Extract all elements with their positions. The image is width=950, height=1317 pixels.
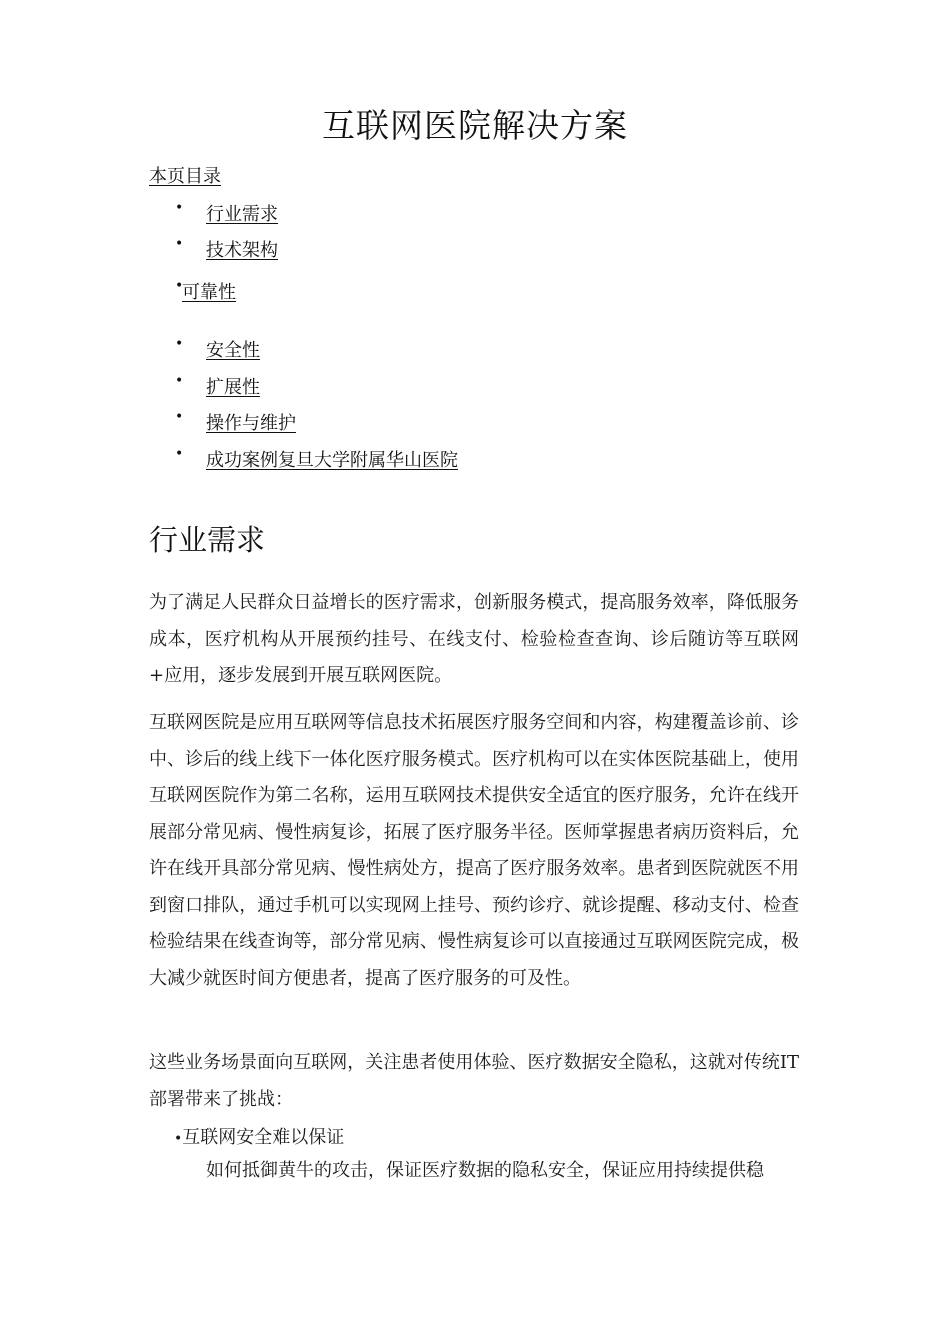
bullet-icon: • bbox=[175, 336, 184, 352]
toc-link[interactable]: 可靠性 bbox=[182, 282, 236, 303]
challenge-title: 互联网安全难以保证 bbox=[182, 1127, 345, 1148]
toc-item-case-study[interactable] bbox=[175, 446, 458, 472]
paragraph-challenges: 这些业务场景面向互联网，关注患者使用体验、医疗数据安全隐私，这就对传统IT部署带来了挑战： bbox=[149, 1052, 799, 1110]
bullet-icon: • bbox=[175, 200, 184, 216]
bullet-icon: • bbox=[175, 409, 184, 425]
bullet-icon: • bbox=[175, 373, 184, 389]
bullet-icon: • bbox=[175, 236, 184, 252]
toc-link[interactable]: 行业需求 bbox=[206, 204, 278, 225]
bullet-icon: • bbox=[175, 446, 184, 462]
toc-label[interactable]: 本页目录 bbox=[149, 166, 221, 187]
bullet-icon: • bbox=[174, 1131, 183, 1147]
toc-item-scalability[interactable] bbox=[175, 373, 260, 399]
paragraph-definition: 互联网医院是应用互联网等信息技术拓展医疗服务空间和内容，构建覆盖诊前、诊中、诊后的线上线下一体化医疗服务模式。医疗机构可以在实体医院基础上，使用互联网医院作为第二名称，运用互联网技术提供安全适宜的医疗服务，允许在线开展部分常见病、慢性病复诊，拓展了医疗服务半径。医师掌握患者病历资料后，允许在线开具部分常见病、慢性病处方，提高了医疗服务效率。患者到医院就医不用到窗口排队，通过手机可以实现网上挂号、预约诊疗、就诊提醒、移动支付、检查检验结果在线查询等，部分常见病、慢性病复诊可以直接通过互联网医院完成，极大减少就医时间方便患者，提髙了医疗服务的可及性。 bbox=[149, 712, 799, 989]
toc-link[interactable]: 操作与维护 bbox=[206, 413, 296, 434]
page-title: 互联网医院解决方案 bbox=[322, 106, 628, 145]
toc-item-operations[interactable] bbox=[175, 409, 296, 435]
toc-item-security[interactable] bbox=[175, 336, 260, 362]
toc-item-reliability[interactable] bbox=[175, 278, 236, 304]
challenge-text: 如何抵御黄牛的攻击，保证医疗数据的隐私安全，保证应用持续提供稳 bbox=[206, 1160, 764, 1181]
bullet-icon: • bbox=[175, 278, 184, 294]
toc-item-architecture[interactable] bbox=[175, 236, 278, 262]
toc-item-industry-needs[interactable] bbox=[175, 200, 278, 226]
section-heading: 行业需求 bbox=[149, 523, 266, 557]
paragraph-intro: 为了满足人民群众日益增长的医疗需求，创新服务模式，提高服务效率，降低服务成本，医疗机构从开展预约挂号、在线支付、检验检查查询、诊后随访等互联网+应用，逐步发展到开展互联网医院。 bbox=[149, 592, 799, 686]
challenge-item bbox=[174, 1123, 344, 1149]
toc-link[interactable]: 成功案例复旦大学附属华山医院 bbox=[206, 450, 458, 471]
toc-link[interactable]: 扩展性 bbox=[206, 377, 260, 398]
toc-link[interactable]: 技术架构 bbox=[206, 240, 278, 261]
toc-link[interactable]: 安全性 bbox=[206, 340, 260, 361]
